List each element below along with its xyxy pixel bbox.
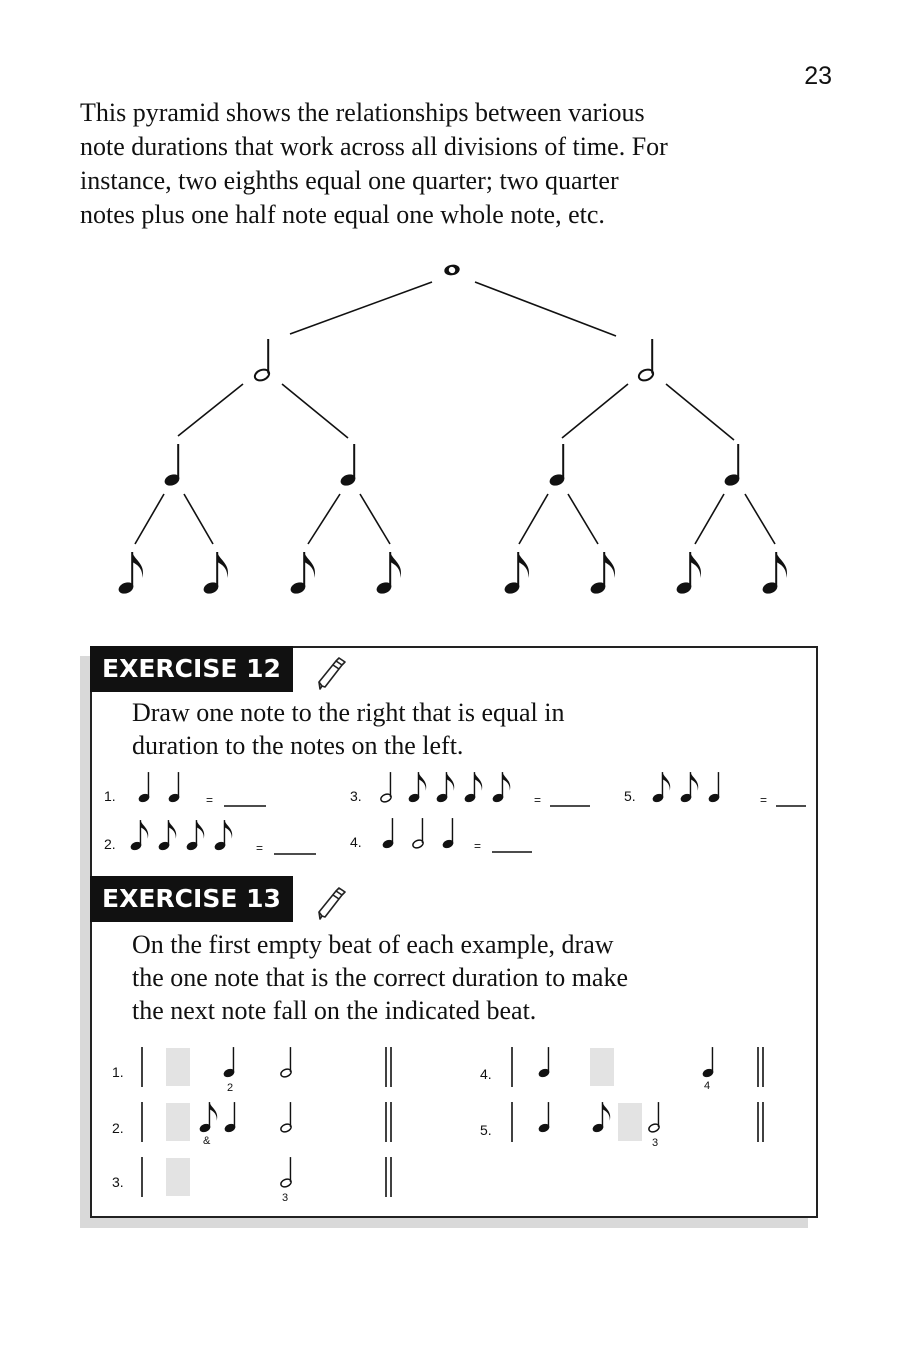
half-note-icon	[380, 772, 393, 803]
connector-line	[745, 494, 775, 544]
eighth-note-icon	[199, 1102, 218, 1133]
eighth-note-icon	[117, 552, 143, 595]
exercise-13-header: EXERCISE 13	[90, 876, 293, 922]
quarter-note-icon	[538, 1047, 551, 1078]
beat-label: 3	[282, 1192, 289, 1204]
eighth-note-icon	[375, 552, 401, 595]
quarter-note-icon	[702, 1047, 715, 1078]
connector-line	[290, 282, 432, 334]
half-note-icon	[412, 818, 425, 849]
quarter-note-icon	[138, 772, 151, 803]
equals-sign: =	[534, 793, 542, 807]
eighth-note-icon	[652, 772, 671, 803]
instruction-line: duration to the notes on the left.	[132, 731, 464, 760]
empty-beat-box	[590, 1048, 614, 1086]
equals-sign: =	[206, 793, 214, 807]
half-note-icon	[637, 339, 654, 382]
intro-line: This pyramid shows the relationships between various	[80, 98, 645, 127]
eighth-note-icon	[408, 772, 427, 803]
connector-line	[178, 384, 243, 436]
equals-sign: =	[474, 839, 482, 853]
pencil-icon	[316, 656, 348, 690]
exercise-13-instructions	[132, 928, 628, 1027]
whole-note-icon	[443, 263, 460, 276]
pencil-icon	[316, 886, 348, 920]
beat-label: 4	[704, 1080, 711, 1092]
connector-line	[666, 384, 734, 440]
connector-line	[519, 494, 548, 544]
instruction-line: Draw one note to the right that is equal in	[132, 698, 565, 727]
quarter-note-icon	[168, 772, 181, 803]
eighth-note-icon	[492, 772, 511, 803]
note-pyramid-diagram	[0, 250, 900, 610]
intro-line: note durations that work across all divisions of time. For	[80, 132, 668, 161]
eighth-note-icon	[503, 552, 529, 595]
connector-line	[308, 494, 340, 544]
ex12-item-number: 3.	[350, 788, 362, 804]
eighth-note-icon	[289, 552, 315, 595]
instruction-line: On the first empty beat of each example, draw	[132, 930, 614, 959]
ex13-item-number: 2.	[112, 1120, 124, 1136]
eighth-note-icon	[761, 552, 787, 595]
intro-line: notes plus one half note equal one whole note, etc.	[80, 200, 605, 229]
quarter-note-icon	[382, 818, 395, 849]
eighth-note-icon	[675, 552, 701, 595]
empty-beat-box	[166, 1158, 190, 1196]
connector-line	[184, 494, 213, 544]
quarter-note-icon	[723, 444, 740, 487]
eighth-note-icon	[464, 772, 483, 803]
half-note-icon	[280, 1102, 293, 1133]
connector-line	[282, 384, 348, 438]
eighth-note-icon	[202, 552, 228, 595]
ex12-item-number: 4.	[350, 834, 362, 850]
eighth-note-icon	[186, 820, 205, 851]
half-note-icon	[280, 1047, 293, 1078]
quarter-note-icon	[538, 1102, 551, 1133]
connector-line	[562, 384, 628, 438]
eighth-note-icon	[436, 772, 455, 803]
intro-line: instance, two eighths equal one quarter; two quarter	[80, 166, 619, 195]
exercise-13-notation	[0, 1030, 900, 1210]
exercise-12-header: EXERCISE 12	[90, 646, 293, 692]
connector-line	[475, 282, 616, 336]
eighth-note-icon	[592, 1102, 611, 1133]
half-note-icon	[648, 1102, 661, 1133]
connector-line	[695, 494, 724, 544]
empty-beat-box	[166, 1048, 190, 1086]
ex12-item-number: 2.	[104, 836, 116, 852]
beat-label: 3	[652, 1137, 659, 1149]
instruction-line: the one note that is the correct duration to make	[132, 963, 628, 992]
quarter-note-icon	[708, 772, 721, 803]
ex13-item-number: 4.	[480, 1066, 492, 1082]
equals-sign: =	[760, 793, 768, 807]
beat-label: &	[203, 1135, 211, 1147]
equals-sign: =	[256, 841, 264, 855]
eighth-note-icon	[214, 820, 233, 851]
empty-beat-box	[618, 1103, 642, 1141]
ex13-item-number: 5.	[480, 1122, 492, 1138]
eighth-note-icon	[680, 772, 699, 803]
ex13-item-number: 1.	[112, 1064, 124, 1080]
intro-paragraph	[80, 96, 820, 232]
page-number: 23	[804, 62, 832, 90]
quarter-note-icon	[224, 1102, 237, 1133]
ex12-item-number: 1.	[104, 788, 116, 804]
beat-label: 2	[227, 1082, 234, 1094]
quarter-note-icon	[548, 444, 565, 487]
half-note-icon	[280, 1157, 293, 1188]
connector-line	[360, 494, 390, 544]
eighth-note-icon	[589, 552, 615, 595]
ex13-item-number: 3.	[112, 1174, 124, 1190]
instruction-line: the next note fall on the indicated beat.	[132, 996, 537, 1025]
empty-beat-box	[166, 1103, 190, 1141]
connector-line	[135, 494, 164, 544]
quarter-note-icon	[442, 818, 455, 849]
quarter-note-icon	[163, 444, 180, 487]
connector-line	[568, 494, 598, 544]
quarter-note-icon	[223, 1047, 236, 1078]
quarter-note-icon	[339, 444, 356, 487]
half-note-icon	[253, 339, 270, 382]
exercise-12-instructions	[132, 696, 565, 762]
ex12-item-number: 5.	[624, 788, 636, 804]
exercise-12-notation	[0, 760, 900, 870]
eighth-note-icon	[130, 820, 149, 851]
eighth-note-icon	[158, 820, 177, 851]
